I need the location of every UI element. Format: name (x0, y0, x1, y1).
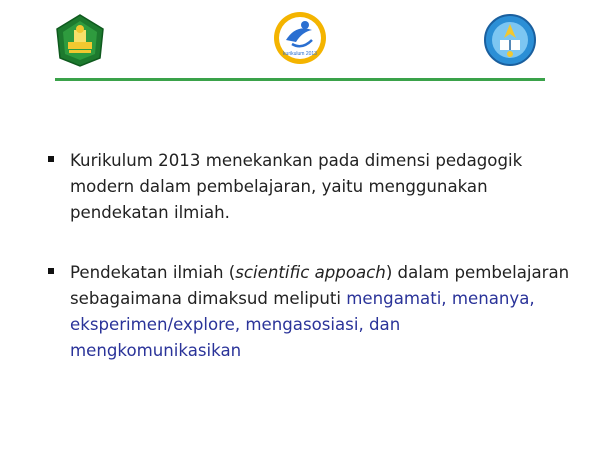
bullet-list (46, 148, 576, 364)
bullet-item-2 (46, 260, 576, 364)
bullet-text-middle: ) dalam pembelajaran sebagaimana dimaksud meliputi (70, 263, 570, 308)
kemenag-emblem-icon (52, 12, 108, 68)
kemendikbud-logo (482, 12, 538, 68)
bullet-item-1 (46, 148, 576, 226)
square-bullet-icon (48, 268, 54, 274)
bullet-text-before: Pendekatan ilmiah ( (70, 263, 236, 282)
square-bullet-icon (48, 156, 54, 162)
kemendikbud-emblem-icon (482, 12, 538, 68)
bullet-highlight-text: mengamati, menanya, eksperimen/explore, mengasosiasi, dan mengkomunikasikan (70, 289, 535, 360)
bullet-italic-term: scientific appoach (235, 263, 386, 282)
header-divider (55, 78, 545, 81)
kemenag-logo (52, 12, 108, 68)
kurikulum-2013-icon (272, 10, 328, 66)
kurikulum-2013-logo (272, 10, 328, 66)
bullet-text: Kurikulum 2013 menekankan pada dimensi pedagogik modern dalam pembelajaran, yaitu menggunakan pendekatan ilmiah. (70, 151, 523, 222)
kurikulum-logo-text: kurikulum 2013 (283, 51, 317, 57)
